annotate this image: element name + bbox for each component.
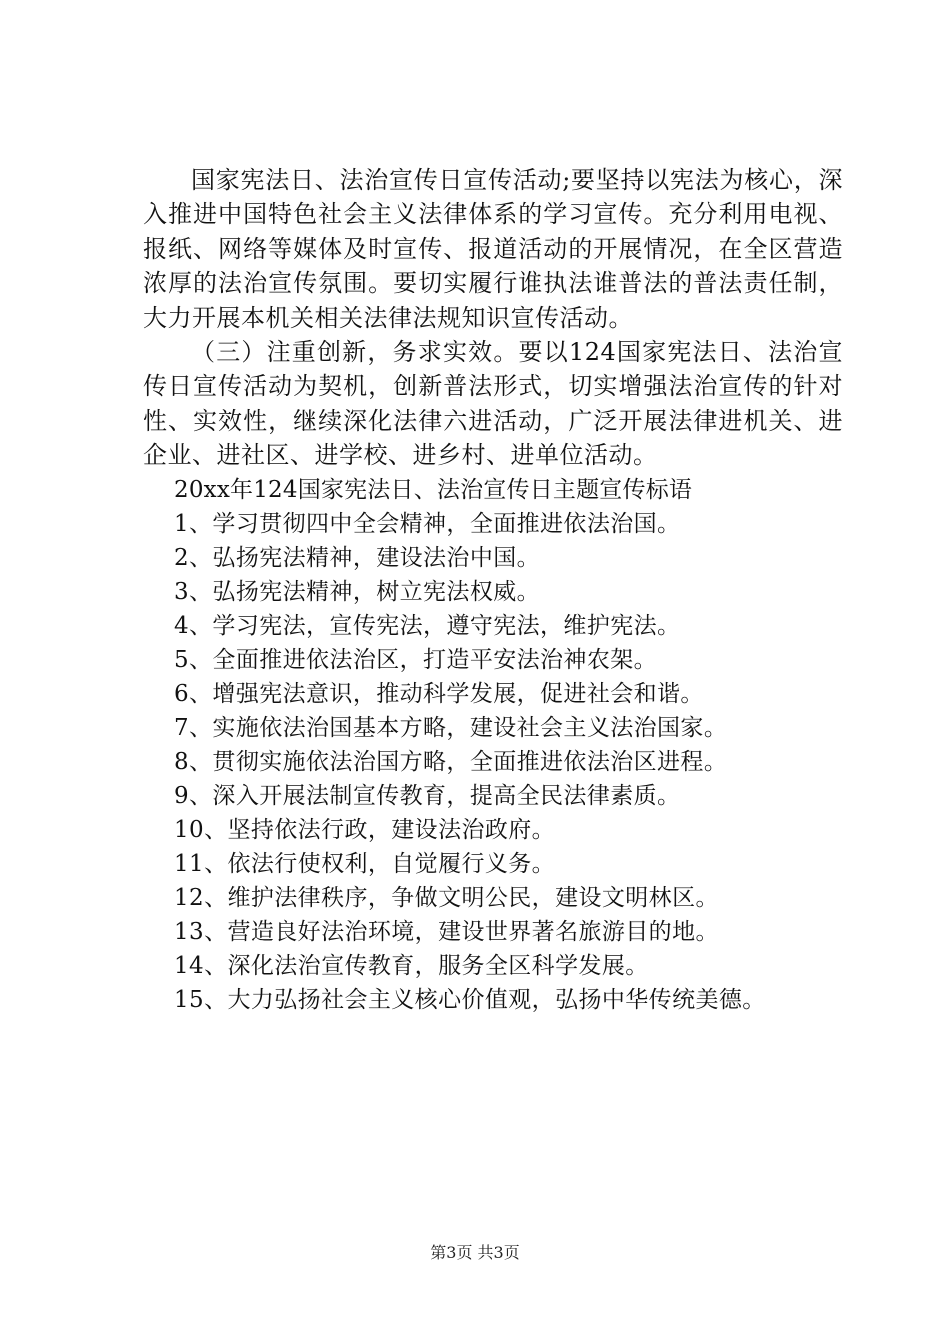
slogan-heading: 20xx年124国家宪法日、法治宣传日主题宣传标语 (174, 476, 693, 503)
document-body (143, 163, 843, 1017)
slogan-item: 3、弘扬宪法精神，树立宪法权威。 (174, 578, 541, 605)
slogan-item: 6、增强宪法意识，推动科学发展，促进社会和谐。 (174, 680, 704, 707)
slogan-item: 12、维护法律秩序，争做文明公民，建设文明林区。 (174, 884, 719, 911)
page-footer: 第3页 共3页 (430, 1243, 520, 1262)
slogan-item: 15、大力弘扬社会主义核心价值观，弘扬中华传统美德。 (174, 986, 766, 1013)
slogan-item: 14、深化法治宣传教育，服务全区科学发展。 (174, 952, 649, 979)
paragraph-innovation: （三）注重创新，务求实效。要以124国家宪法日、法治宣传日宣传活动为契机，创新普法形式，切实增强法治宣传的针对性、实效性，继续深化法律六进活动，广泛开展法律进机关、进企业、进社区、进学校、进乡村、进单位活动。 (143, 338, 843, 470)
slogan-item: 4、学习宪法，宣传宪法，遵守宪法，维护宪法。 (174, 612, 681, 639)
slogan-item: 2、弘扬宪法精神，建设法治中国。 (174, 544, 541, 571)
slogan-item: 10、坚持依法行政，建设法治政府。 (174, 816, 556, 843)
slogan-item: 7、实施依法治国基本方略，建设社会主义法治国家。 (174, 714, 728, 741)
slogan-item: 5、全面推进依法治区，打造平安法治神农架。 (174, 646, 658, 673)
slogan-item: 9、深入开展法制宣传教育，提高全民法律素质。 (174, 782, 681, 809)
slogan-item: 13、营造良好法治环境，建设世界著名旅游目的地。 (174, 918, 719, 945)
paragraph-publicity: 国家宪法日、法治宣传日宣传活动;要坚持以宪法为核心，深入推进中国特色社会主义法律体系的学习宣传。充分利用电视、报纸、网络等媒体及时宣传、报道活动的开展情况，在全区营造浓厚的法治宣传氛围。要切实履行谁执法谁普法的普法责任制，大力开展本机关相关法律法规知识宣传活动。 (143, 166, 843, 332)
slogan-item: 8、贯彻实施依法治国方略，全面推进依法治区进程。 (174, 748, 728, 775)
slogan-item: 1、学习贯彻四中全会精神，全面推进依法治国。 (174, 510, 681, 537)
slogan-list (143, 507, 843, 1017)
slogan-item: 11、依法行使权利，自觉履行义务。 (174, 850, 556, 877)
